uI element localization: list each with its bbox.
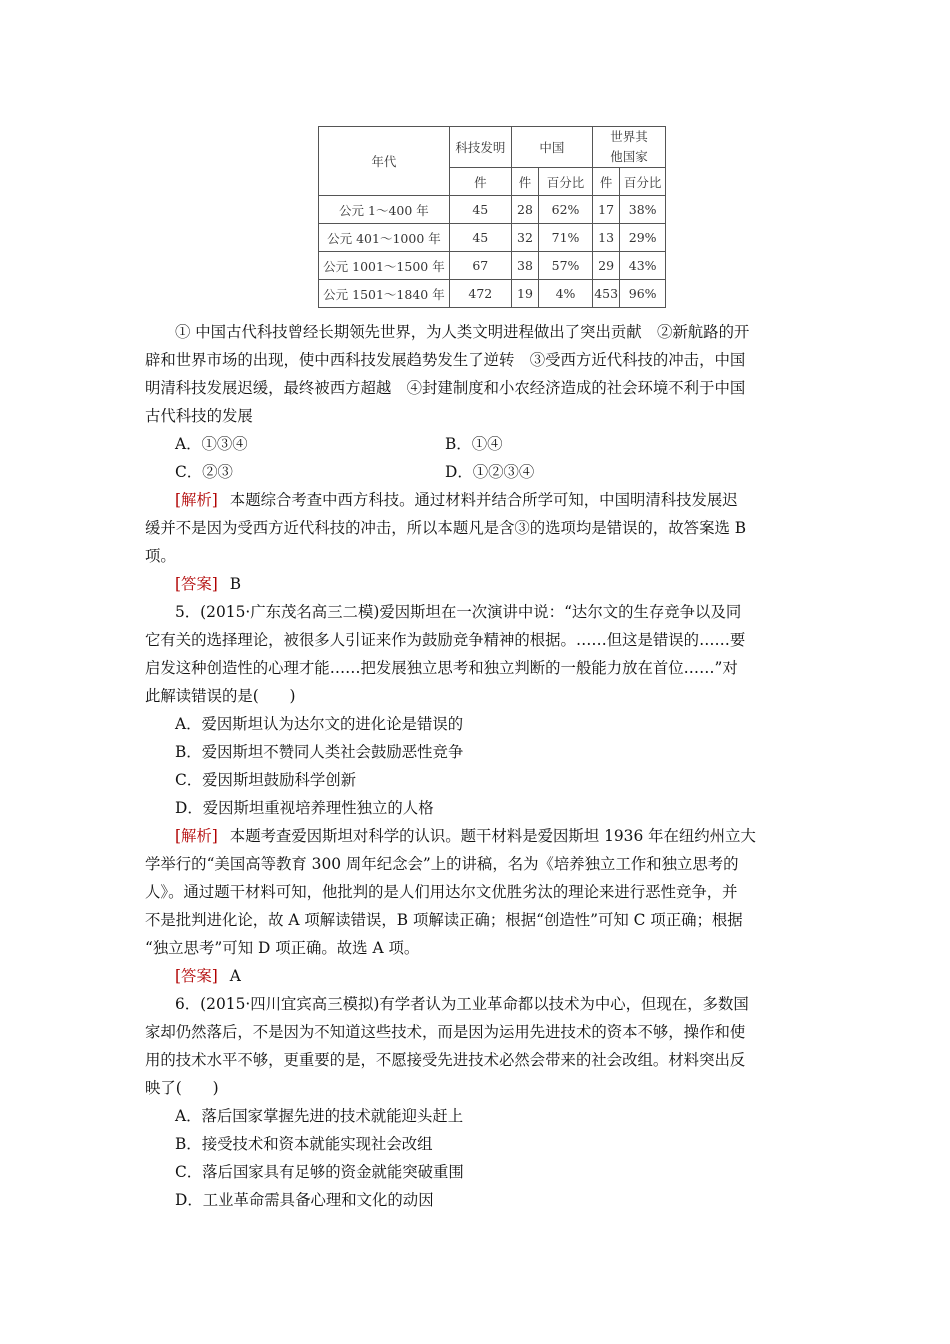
- q5-analysis-line: 人》。通过题干材料可知，他批判的是人们用达尔文优胜劣汰的理论来进行恶性竞争，并: [145, 883, 738, 901]
- q6-stem-line: 家却仍然落后，不是因为不知道这些技术，而是因为运用先进技术的资本不够，操作和使: [145, 1023, 746, 1041]
- header-world: [592, 127, 665, 168]
- q5-option-a: A．爱因斯坦认为达尔文的进化论是错误的: [175, 715, 464, 733]
- q6-option-b: B．接受技术和资本就能实现社会改组: [175, 1135, 433, 1153]
- unit-count: 件: [511, 168, 538, 196]
- unit-count: 件: [449, 168, 511, 196]
- q6-stem-line: 映了( ): [145, 1079, 219, 1097]
- q5-stem-line: 它有关的选择理论，被很多人引证来作为鼓励竞争精神的根据。……但这是错误的……要: [145, 631, 746, 649]
- q5-analysis-line: 不是批判进化论，故 A 项解读错误，B 项解读正确；根据“创造性”可知 C 项正确；根据: [145, 911, 743, 929]
- header-world-line1: 世界其: [610, 129, 648, 144]
- header-inventions: 科技发明: [449, 127, 511, 168]
- unit-count: 件: [592, 168, 619, 196]
- q4-statement-line: 明清科技发展迟缓，最终被西方超越 ④封建制度和小农经济造成的社会环境不利于中国: [145, 379, 746, 397]
- q4-analysis-line: 项。: [145, 547, 176, 565]
- q5-analysis-line: “独立思考”可知 D 项正确。故选 A 项。: [145, 939, 420, 957]
- answer-tag: [答案]: [175, 967, 218, 985]
- q5-stem-line: 5．(2015·广东茂名高三二模)爱因斯坦在一次演讲中说：“达尔文的生存竞争以及同: [175, 603, 742, 621]
- q6-option-a: A．落后国家掌握先进的技术就能迎头赶上: [175, 1107, 464, 1125]
- answer-tag: [答案]: [175, 575, 218, 593]
- q5-stem-line: 启发这种创造性的心理才能……把发展独立思考和独立判断的一般能力放在首位……”对: [145, 659, 738, 677]
- q5-option-b: B．爱因斯坦不赞同人类社会鼓励恶性竞争: [175, 743, 464, 761]
- q4-statement-line: 辟和世界市场的出现，使中西科技发展趋势发生了逆转 ③受西方近代科技的冲击，中国: [145, 351, 746, 369]
- q4-statement-line: ① 中国古代科技曾经长期领先世界，为人类文明进程做出了突出贡献 ②新航路的开: [175, 323, 750, 341]
- table-row: 公元 1501～1840 年 472 19 4% 453 96%: [319, 280, 666, 308]
- table-row: 公元 1001～1500 年 67 38 57% 29 43%: [319, 252, 666, 280]
- q4-analysis: [解析] 本题综合考查中西方科技。通过材料并结合所学可知，中国明清科技发展迟: [175, 491, 738, 509]
- q5-option-d: D．爱因斯坦重视培养理性独立的人格: [175, 799, 434, 817]
- q6-stem-line: 用的技术水平不够，更重要的是，不愿接受先进技术必然会带来的社会改组。材料突出反: [145, 1051, 746, 1069]
- q5-option-c: C．爱因斯坦鼓励科学创新: [175, 771, 357, 789]
- q4-answer: [答案] B: [175, 575, 242, 593]
- q5-analysis-line: 学举行的“美国高等教育 300 周年纪念会”上的讲稿，名为《培养独立工作和独立思考的: [145, 855, 739, 873]
- q5-analysis: [解析] 本题考查爱因斯坦对科学的认识。题干材料是爱因斯坦 1936 年在纽约州立大: [175, 827, 756, 845]
- q5-stem-line: 此解读错误的是( ): [145, 687, 296, 705]
- q4-option-a: A．①③④: [175, 435, 248, 453]
- q6-option-d: D．工业革命需具备心理和文化的动因: [175, 1191, 434, 1209]
- q6-stem-line: 6．(2015·四川宜宾高三模拟)有学者认为工业革命都以技术为中心，但现在，多数国: [175, 995, 749, 1013]
- q5-answer: [答案] A: [175, 967, 241, 985]
- inventions-table: [318, 126, 666, 308]
- analysis-tag: [解析]: [175, 827, 218, 845]
- table-row: 公元 1～400 年 45 28 62% 17 38%: [319, 196, 666, 224]
- unit-percent: 百分比: [620, 168, 666, 196]
- header-china: 中国: [511, 127, 592, 168]
- q4-statement-line: 古代科技的发展: [145, 407, 253, 425]
- header-world-line2: 他国家: [610, 149, 648, 164]
- q4-option-d: D．①②③④: [445, 463, 535, 481]
- q4-option-c: C．②③: [175, 463, 233, 481]
- header-year: 年代: [319, 127, 450, 196]
- q4-analysis-line: 缓并不是因为受西方近代科技的冲击，所以本题凡是含③的选项均是错误的，故答案选 B: [145, 519, 747, 537]
- table-row: 公元 401～1000 年 45 32 71% 13 29%: [319, 224, 666, 252]
- analysis-tag: [解析]: [175, 491, 218, 509]
- q6-option-c: C．落后国家具有足够的资金就能突破重围: [175, 1163, 464, 1181]
- q4-option-b: B．①④: [445, 435, 503, 453]
- unit-percent: 百分比: [539, 168, 593, 196]
